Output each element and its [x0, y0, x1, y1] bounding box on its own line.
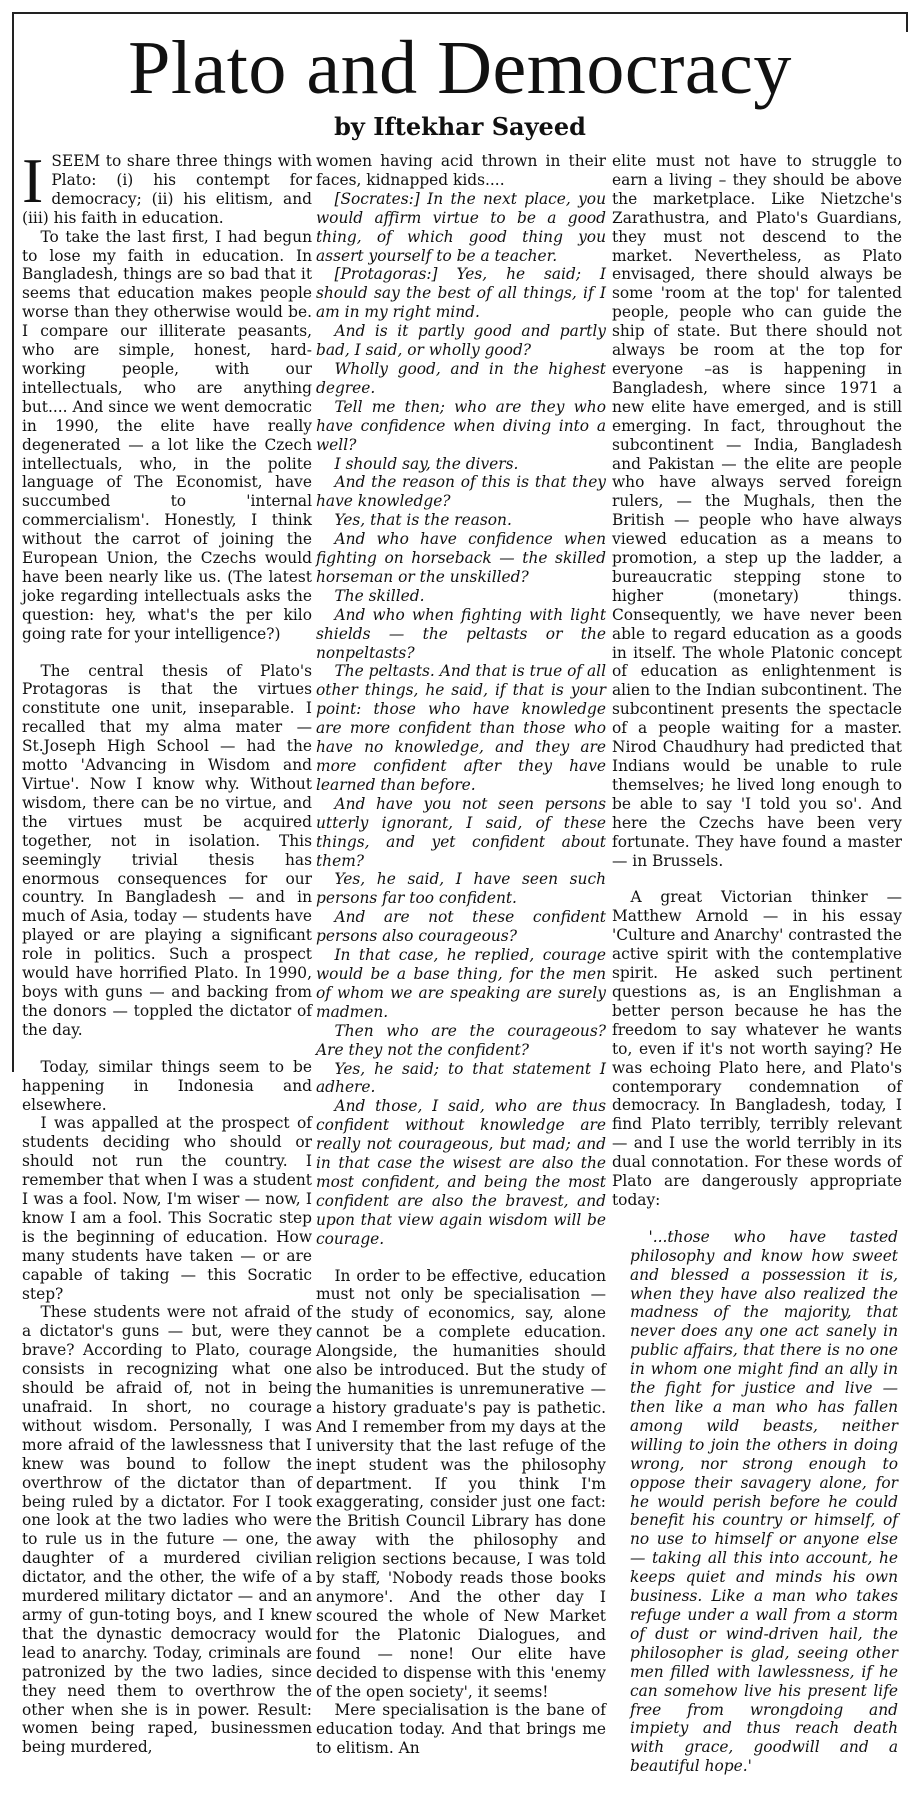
paragraph: The skilled.	[334, 586, 425, 605]
paragraph: And is it partly good and partly bad, I said, or wholly good?	[316, 322, 606, 360]
paragraph: I was appalled at the prospect of students deciding who should or should not run the country. I remember that when I was a student I was a fool. Now, I'm wiser — now, I know I am a fool. This Socratic step is the beginning of education. How many students have taken — or are capable of taking — this Socratic step?	[22, 1114, 312, 1303]
article-column-2	[316, 152, 606, 1758]
paragraph: [Protagoras:] Yes, he said; I should say the best of all things, if I am in my right mind.	[316, 265, 606, 322]
paragraph: Mere specialisation is the bane of education today. And that brings me to elitism. An	[316, 1701, 606, 1758]
paragraph: Wholly good, and in the highest degree.	[316, 359, 606, 397]
paragraph: A great Victorian thinker — Matthew Arnold — in his essay 'Culture and Anarchy' contrasted the active spirit with the contemplative spirit. He asked such pertinent questions as, is an Englishman a better person because he has the freedom to say whatever he wants to, even if it's not worth saying? He was echoing Plato here, and Plato's contemporary condemnation of democracy. In Bangladesh, today, I find Plato terribly, terribly relevant — and I use the world terribly in its dual connotation. For these words of Plato are dangerously appropriate today:	[612, 888, 902, 1209]
paragraph: I should say, the divers.	[334, 454, 519, 473]
paragraph: And those, I said, who are thus confident without knowledge are really not courageous, but mad; and in that case the wisest are also the most confident, and being the most confident are also the bravest, and upon that view again wisdom will be courage.	[316, 1097, 606, 1248]
article-byline: by Iftekhar Sayeed	[334, 112, 586, 141]
paragraph-text: SEEM to share three things with Plato: (i) his contempt for democracy; (ii) his elitism, and (iii) his faith in education.	[22, 152, 312, 227]
paragraph: And the reason of this is that they have knowledge?	[316, 473, 606, 511]
left-rule	[12, 12, 14, 1072]
paragraph: Yes, he said, I have seen such persons far too confident.	[316, 870, 606, 908]
paragraph: To take the last first, I had begun to lose my faith in education. In Bangladesh, things are so bad that it seems that education makes people worse than they otherwise would be. I compare our illiterate peasants, who are simple, honest, hard-working people, with our intellectuals, who are anything but.... And since we went democratic in 1990, the elite have really degenerated — a lot like the Czech intellectuals, who, in the polite language of The Economist, have succumbed to 'internal commercialism'. Honestly, I think without the carrot of joining the European Union, the Czechs would have been nearly like us. (The latest joke regarding intellectuals asks the question: hey, what's the per kilo going rate for your intelligence?)	[22, 227, 312, 643]
paragraph: women having acid thrown in their faces, kidnapped kids....	[316, 152, 606, 189]
right-rule	[906, 12, 908, 32]
paragraph: And have you not seen persons utterly ignorant, I said, of these things, and yet confident about them?	[316, 794, 606, 870]
paragraph: Tell me then; who are they who have confidence when diving into a well?	[316, 397, 606, 454]
article-column-1	[22, 145, 312, 1757]
paragraph: The peltasts. And that is true of all other things, he said, if that is your point: those who have knowledge are more confident than those who have no knowledge, and they are more confident after they have learned than before.	[316, 662, 606, 794]
paragraph: And who when fighting with light shields — the peltasts or the nonpeltasts?	[316, 605, 606, 662]
paragraph: Yes, that is the reason.	[334, 511, 512, 530]
drop-cap: I	[22, 145, 44, 216]
paragraph: Then who are the courageous? Are they not the confident?	[316, 1021, 606, 1059]
paragraph: The central thesis of Plato's Protagoras is that the virtues constitute one unit, inseparable. I recalled that my alma mater — St.Joseph High School — had the motto 'Advancing in Wisdom and Virtue'. Now I know why. Without wisdom, there can be no virtue, and the virtues must be acquired together, not in isolation. This seemingly trivial thesis has enormous consequences for our country. In Bangladesh — and in much of Asia, today — students have played or are playing a significant role in politics. Such a prospect would have horrified Plato. In 1990, boys with guns — and backing from the donors — toppled the dictator of the day.	[22, 661, 312, 1039]
article-column-3	[612, 152, 902, 1776]
paragraph	[22, 145, 312, 228]
article-headline: Plato and Democracy	[128, 26, 792, 110]
paragraph: Today, similar things seem to be happening in Indonesia and elsewhere.	[22, 1057, 312, 1114]
paragraph: And who have confidence when fighting on horseback — the skilled horseman or the unskilled?	[316, 530, 606, 586]
paragraph: In that case, he replied, courage would be a base thing, for the men of whom we are speaking are surely madmen.	[316, 946, 606, 1021]
paragraph: Yes, he said; to that statement I adhere.	[316, 1059, 606, 1097]
paragraph: These students were not afraid of a dictator's guns — but, were they brave? According to Plato, courage consists in recognizing what one should be afraid of, not in being unafraid. In short, no courage without wisdom. Personally, I was more afraid of the lawlessness that I knew was bound to follow the overthrow of the dictator than of being ruled by a dictator. For I took one look at the two ladies who were to rule us in the future — one, the daughter of a murdered civilian dictator, and the other, the wife of a murdered military dictator — and an army of gun-toting boys, and I knew that the dynastic democracy would lead to anarchy. Today, criminals are patronized by the two ladies, since they need them to overthrow the other when she is in power. Result: women being raped, businessmen being murdered,	[22, 1303, 312, 1757]
paragraph: In order to be effective, education must not only be specialisation — the study of economics, say, alone cannot be a complete education. Alongside, the humanities should also be introduced. But the study of the humanities is unremunerative — a history graduate's pay is pathetic. And I remember from my days at the university that the last refuge of the inept student was the philosophy department. If you think I'm exaggerating, consider just one fact: the British Council Library has done away with the philosophy and religion sections because, I was told by staff, 'Nobody reads those books anymore'. And the other day I scoured the whole of New Market for the Platonic Dialogues, and found — none! Our elite have decided to dispense with this 'enemy of the open society', it seems!	[316, 1266, 606, 1701]
paragraph: And are not these confident persons also courageous?	[316, 908, 606, 946]
paragraph: [Socrates:] In the next place, you would affirm virtue to be a good thing, of which good thing you assert yourself to be a teacher.	[316, 189, 606, 265]
paragraph: elite must not have to struggle to earn a living – they should be above the marketplace. Like Nietzche's Zarathustra, and Plato's Guardians, they must not descend to the market. Nevertheless, as Plato envisaged, there should always be some 'room at the top' for talented people, people who can guide the ship of state. But there should not always be room at the top for everyone –as is happening in Bangladesh, where since 1971 a new elite have emerged, and is still emerging. In fact, throughout the subcontinent — India, Bangladesh and Pakistan — the elite are people who have always served foreign rulers, — the Mughals, then the British — people who have always viewed education as a means to promotion, a step up the ladder, a bureaucratic stepping stone to higher (monetary) things. Consequently, we have never been able to regard education as a goods in itself. The whole Platonic concept of education as enlightenment is alien to the Indian subcontinent. The subcontinent presents the spectacle of a people waiting for a master. Nirod Chaudhury had predicted that Indians would be unable to rule themselves; he lived long enough to be able to say 'I told you so'. And here the Czechs have been very fortunate. They have found a master — in Brussels.	[612, 152, 902, 870]
paragraph: '...those who have tasted philosophy and know how sweet and blessed a possession it is, when they have also realized the madness of the majority, that never does any one act sanely in public affairs, that there is no one in whom one might find an ally in the fight for justice and live — then like a man who has fallen among wild beasts, neither willing to join the others in doing wrong, nor strong enough to oppose their savagery alone, for he would perish before he could benefit his country or himself, of no use to himself or anyone else — taking all this into account, he keeps quiet and minds his own business. Like a man who takes refuge under a wall from a storm of dust or wind-driven hail, the philosopher is glad, seeing other men filled with lawlessness, if he can somehow live his present life free from wrongdoing and impiety and thus reach death with grace, goodwill and a beautiful hope.'	[630, 1227, 898, 1776]
top-rule	[12, 12, 908, 14]
